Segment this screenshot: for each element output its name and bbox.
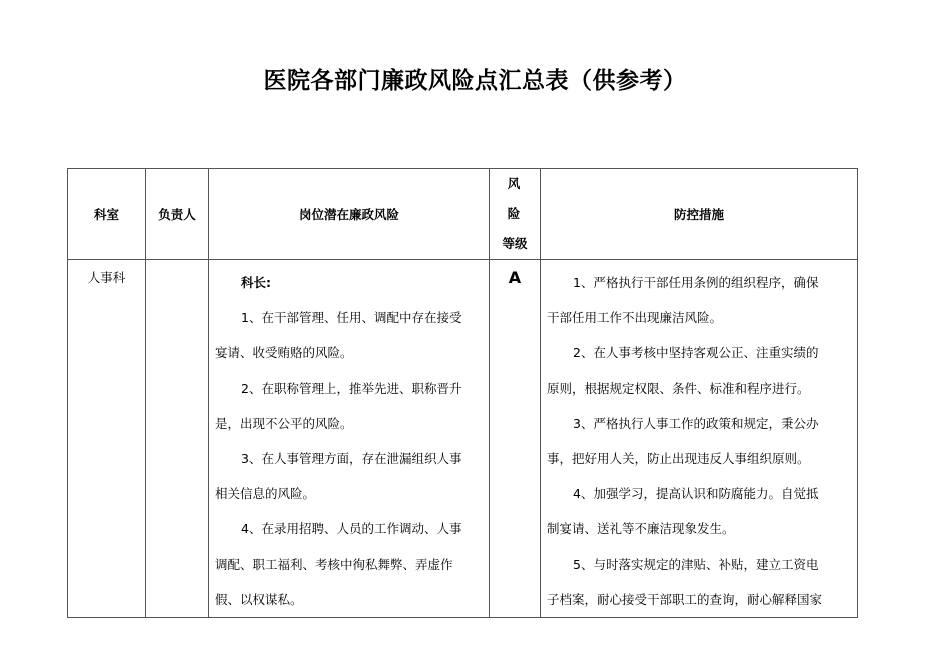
risk-summary-table: [67, 168, 858, 618]
risk-line: 宴请、收受贿赂的风险。: [215, 345, 353, 361]
header-risk-level: [490, 169, 541, 260]
header-risks: 岗位潜在廉政风险: [209, 169, 490, 260]
header-department: 科室: [68, 169, 146, 260]
measure-line: 干部任用工作不出现廉洁风险。: [547, 310, 723, 326]
header-measures: 防控措施: [541, 169, 858, 260]
header-person-in-charge: 负责人: [146, 169, 209, 260]
table-row: [68, 260, 858, 618]
risk-line: 1、在干部管理、任用、调配中存在接受: [241, 310, 462, 326]
header-risk-level-line2: 等级: [502, 236, 528, 251]
measure-line: 1、严格执行干部任用条例的组织程序，确保: [573, 275, 819, 290]
risk-line: 3、在人事管理方面，存在泄漏组织人事: [241, 451, 462, 467]
measure-line: 5、与时落实规定的津贴、补贴，建立工资电: [573, 556, 819, 572]
risk-line: 调配、职工福利、考核中徇私舞弊、弄虚作: [215, 556, 453, 572]
risk-cell: [209, 260, 490, 618]
risk-line: 是，出现不公平的风险。: [215, 415, 353, 431]
measure-line: 4、加强学习，提高认识和防腐能力。自觉抵: [573, 486, 819, 502]
risk-line: 科长:: [241, 275, 271, 290]
department-cell: 人事科: [68, 260, 146, 618]
measure-line: 子档案，耐心接受干部职工的查询，耐心解释国家: [547, 591, 823, 607]
person-in-charge-cell: [146, 260, 209, 618]
measure-line: 3、严格执行人事工作的政策和规定，秉公办: [573, 415, 819, 431]
risk-line: 假、以权谋私。: [215, 591, 303, 607]
risk-line: 2、在职称管理上，推举先进、职称晋升: [241, 380, 462, 396]
measures-cell: [541, 260, 858, 618]
measure-line: 制宴请、送礼等不廉洁现象发生。: [547, 521, 735, 537]
risk-level-cell: A: [490, 260, 541, 618]
table-header-row: [68, 169, 858, 260]
header-risk-level-line1: 风险: [507, 176, 531, 221]
risk-line: 相关信息的风险。: [215, 486, 316, 502]
measure-line: 原则，根据规定权限、条件、标准和程序进行。: [547, 380, 810, 396]
page-title: 医院各部门廉政风险点汇总表（供参考）: [263, 68, 687, 94]
measure-line: 2、在人事考核中坚持客观公正、注重实绩的: [573, 345, 819, 361]
risk-line: 4、在录用招聘、人员的工作调动、人事: [241, 521, 462, 537]
measure-line: 事，把好用人关，防止出现违反人事组织原则。: [547, 451, 810, 467]
